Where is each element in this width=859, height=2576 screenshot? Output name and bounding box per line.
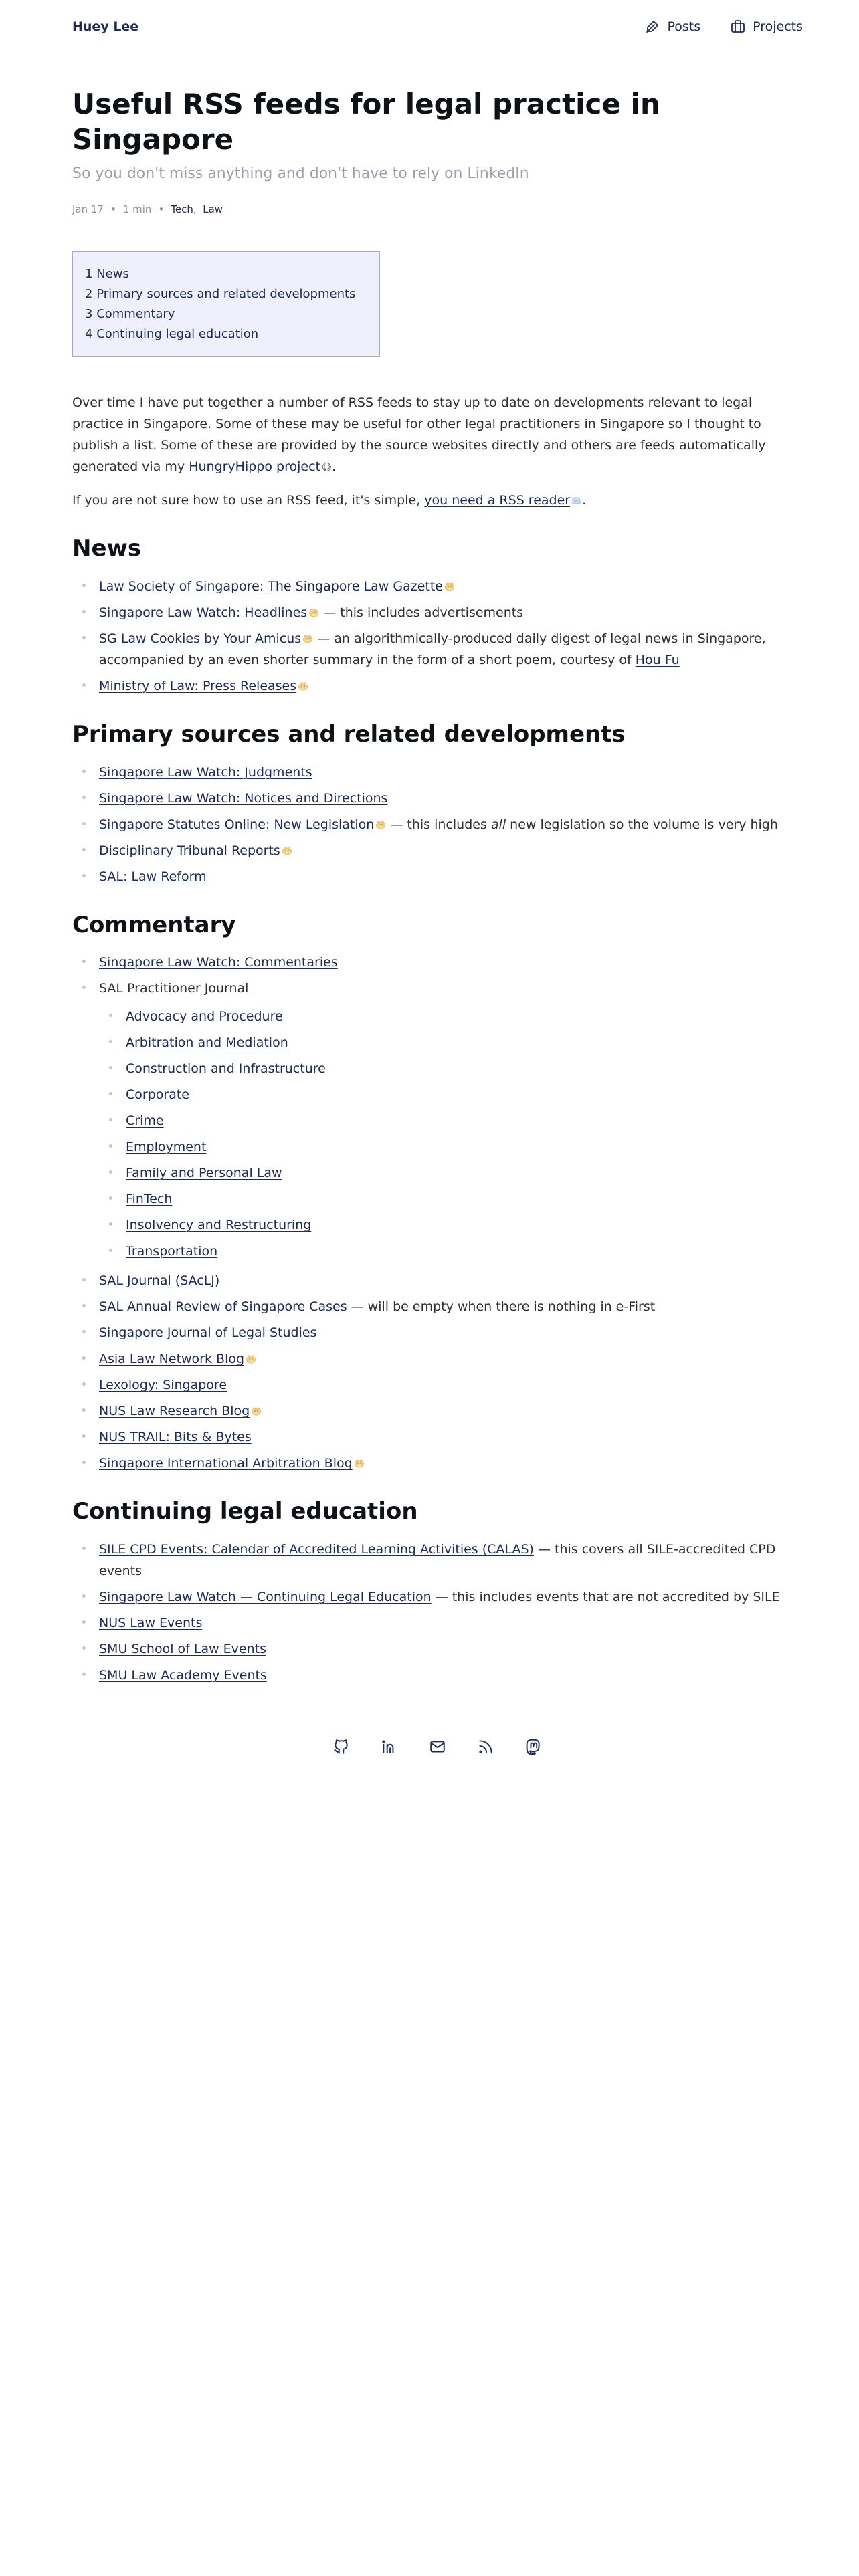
list-item: [72, 814, 803, 835]
site-brand[interactable]: Huey Lee: [72, 19, 139, 34]
sub-list-item: [99, 1032, 803, 1053]
hippo-icon: [308, 607, 319, 618]
feed-link[interactable]: Singapore Journal of Legal Studies: [99, 1325, 317, 1341]
site-header: [72, 0, 803, 53]
list-item: [72, 1539, 803, 1582]
hippo-icon: [302, 633, 313, 644]
reader-icon: [571, 495, 582, 506]
feed-link[interactable]: Singapore Statutes Online: New Legislation: [99, 817, 375, 832]
feed-link[interactable]: Singapore Law Watch: Headlines: [99, 605, 308, 620]
intro-text: Over time I have put together a number of RSS feeds to stay up to date on developments relevant to legal practice in Singapore. Some of these may be useful for other legal practitioners in Singapore so I thought to publish a list. Some of these are provided by the source websites directly and others are feeds automatically generated via my: [72, 395, 766, 474]
feed-link[interactable]: Arbitration and Mediation: [126, 1035, 288, 1051]
feed-note: — this covers all SILE-accredited CPD events: [99, 1542, 776, 1579]
nav-posts[interactable]: [644, 19, 700, 35]
sub-list-item: [99, 1006, 803, 1027]
feed-link[interactable]: Advocacy and Procedure: [126, 1009, 283, 1025]
feed-link[interactable]: Construction and Infrastructure: [126, 1061, 326, 1077]
hippo-icon: [282, 845, 292, 856]
rss-icon: [477, 1738, 494, 1755]
toc-number: 1: [85, 267, 93, 281]
feed-link[interactable]: SAL Journal (SAcLJ): [99, 1273, 220, 1289]
rss-reader-link[interactable]: [424, 493, 582, 508]
hungryhippo-link[interactable]: [189, 459, 332, 474]
hippo-icon: [251, 1406, 262, 1416]
list-item: [72, 1426, 803, 1448]
feed-link[interactable]: SAL Annual Review of Singapore Cases: [99, 1299, 347, 1315]
cle-list: [72, 1539, 803, 1686]
tag-tech[interactable]: Tech: [171, 203, 193, 215]
section-heading-news: News: [72, 535, 142, 562]
list-item: [72, 952, 803, 973]
nav-posts-label: Posts: [667, 19, 701, 34]
mastodon-link[interactable]: [525, 1738, 543, 1758]
feed-note: — this includes events that are not accredited by SILE: [431, 1590, 780, 1605]
feed-link[interactable]: Family and Personal Law: [126, 1166, 282, 1181]
feed-link[interactable]: Disciplinary Tribunal Reports: [99, 843, 280, 858]
section-heading-commentary: Commentary: [72, 911, 236, 938]
feed-link[interactable]: Crime: [126, 1113, 164, 1129]
section-heading-primary: Primary sources and related developments: [72, 720, 626, 748]
feed-note-emphasis: all: [490, 817, 506, 832]
hippo-icon: [246, 1354, 256, 1364]
email-link[interactable]: [429, 1738, 446, 1758]
github-link[interactable]: [332, 1738, 350, 1758]
feed-link[interactable]: Singapore Law Watch: Judgments: [99, 764, 312, 780]
post-meta: [72, 203, 803, 215]
primary-list: [72, 762, 803, 887]
list-item: [72, 788, 803, 809]
read-time: 1 min: [122, 203, 152, 215]
feed-link[interactable]: Ministry of Law: Press Releases: [99, 678, 297, 693]
list-item: [72, 1453, 803, 1474]
github-icon: [332, 1738, 350, 1755]
list-item: [72, 1400, 803, 1422]
feed-link[interactable]: SMU Law Academy Events: [99, 1668, 267, 1683]
list-item: [72, 1665, 803, 1686]
feed-link[interactable]: SAL: Law Reform: [99, 869, 207, 884]
toc-number: 2: [85, 287, 93, 301]
feed-note: — an algorithmically-produced daily digest of legal news in Singapore, accompanied by an even shorter summary in the form of a short poem, courtesy of: [99, 631, 766, 667]
list-item: [72, 866, 803, 887]
nav-projects-label: Projects: [753, 19, 803, 34]
feed-link[interactable]: Employment: [126, 1140, 207, 1155]
quill-icon: [644, 19, 660, 35]
feed-link[interactable]: Singapore Law Watch — Continuing Legal Education: [99, 1590, 432, 1605]
feed-link[interactable]: SMU School of Law Events: [99, 1642, 267, 1657]
sub-list-item: [99, 1214, 803, 1236]
feed-link[interactable]: FinTech: [126, 1192, 173, 1207]
feed-note: — this includes advertisements: [319, 605, 524, 620]
table-of-contents: [72, 251, 380, 357]
feed-note: — this includes: [386, 817, 491, 832]
list-item: [72, 840, 803, 861]
tag-comma: ,: [193, 203, 203, 215]
page-title: Useful RSS feeds for legal practice in Singapore: [72, 88, 660, 156]
list-item: [72, 1374, 803, 1396]
post-content: [72, 392, 803, 1686]
rss-reader-paragraph: [72, 490, 803, 511]
feed-link[interactable]: NUS Law Research Blog: [99, 1404, 250, 1419]
sub-list-item: [99, 1136, 803, 1158]
author-link[interactable]: Hou Fu: [635, 652, 680, 667]
list-item: [72, 1612, 803, 1634]
meta-separator: •: [110, 203, 116, 215]
hippo-icon: [354, 1458, 365, 1469]
meta-separator: •: [158, 203, 165, 215]
hippo-icon: [298, 681, 308, 691]
sal-pj-sublist: [99, 1006, 803, 1262]
list-item: [72, 1296, 803, 1317]
feed-link[interactable]: Corporate: [126, 1087, 189, 1103]
feed-note: — will be empty when there is nothing in e-First: [347, 1299, 656, 1315]
nav-projects[interactable]: [730, 19, 803, 35]
list-item: [72, 602, 803, 623]
toc-link[interactable]: News: [96, 267, 129, 281]
rss-reader-text: If you are not sure how to use an RSS feed, it's simple,: [72, 493, 425, 508]
linkedin-icon: [381, 1738, 398, 1755]
feed-link[interactable]: Law Society of Singapore: The Singapore Law Gazette: [99, 578, 443, 594]
intro-paragraph: [72, 392, 803, 477]
list-item: [72, 1348, 803, 1370]
news-list: [72, 576, 803, 697]
intro-period: .: [331, 459, 337, 474]
rss-reader-link-label: you need a RSS reader: [424, 493, 571, 508]
page-subtitle: So you don't miss anything and don't have to rely on LinkedIn: [72, 165, 529, 182]
toc-number: 3: [85, 307, 93, 321]
mastodon-icon: [525, 1738, 543, 1755]
list-item: [72, 762, 803, 783]
sub-list-item: [99, 1110, 803, 1132]
feed-link[interactable]: Singapore Law Watch: Notices and Directions: [99, 790, 388, 806]
tag-law[interactable]: Law: [203, 203, 223, 215]
main-nav: [644, 19, 803, 35]
github-icon: [322, 462, 332, 472]
toc-link[interactable]: Commentary: [96, 307, 175, 321]
briefcase-icon: [730, 19, 746, 35]
sub-list-item: [99, 1084, 803, 1105]
list-item: [72, 1638, 803, 1660]
sub-list-item: [99, 1058, 803, 1079]
toc-number: 4: [85, 327, 93, 341]
tag-list: [171, 203, 223, 215]
toc-link[interactable]: Primary sources and related developments: [96, 287, 356, 301]
toc-item[interactable]: [85, 324, 367, 344]
list-item: [72, 576, 803, 597]
sub-list-item: [99, 1241, 803, 1262]
feed-link[interactable]: NUS TRAIL: Bits & Bytes: [99, 1430, 252, 1445]
feed-link[interactable]: Lexology: Singapore: [99, 1378, 227, 1393]
section-heading-cle: Continuing legal education: [72, 1498, 418, 1525]
toc-item[interactable]: [85, 304, 367, 324]
feed-link[interactable]: Insolvency and Restructuring: [126, 1218, 312, 1233]
sub-list-item: [99, 1162, 803, 1184]
feed-link[interactable]: SILE CPD Events: Calendar of Accredited Learning Activities (CALAS): [99, 1542, 534, 1558]
hippo-icon: [444, 581, 455, 592]
list-item: [72, 978, 803, 1262]
post-date: Jan 17: [72, 203, 104, 215]
hippo-icon: [375, 819, 386, 830]
linkedin-link[interactable]: [381, 1738, 398, 1758]
feed-link[interactable]: Asia Law Network Blog: [99, 1352, 245, 1367]
feed-link[interactable]: Singapore Law Watch: Commentaries: [99, 955, 338, 970]
sub-list-item: [99, 1188, 803, 1210]
toc-item[interactable]: [85, 264, 367, 284]
feed-link[interactable]: Transportation: [126, 1244, 218, 1259]
list-item: [72, 628, 803, 671]
list-item: [72, 1586, 803, 1608]
email-icon: [429, 1738, 446, 1755]
sal-pj-label: SAL Practitioner Journal: [99, 981, 249, 996]
rss-reader-period: .: [582, 493, 587, 508]
rss-link[interactable]: [477, 1738, 494, 1758]
feed-link[interactable]: SG Law Cookies by Your Amicus: [99, 631, 302, 646]
feed-note: new legislation so the volume is very high: [506, 817, 778, 832]
feed-link[interactable]: Singapore International Arbitration Blog: [99, 1456, 353, 1471]
list-item: [72, 1322, 803, 1344]
social-footer: [72, 1738, 803, 1758]
list-item: [72, 675, 803, 697]
list-item: [72, 1270, 803, 1291]
feed-link[interactable]: NUS Law Events: [99, 1616, 203, 1631]
hungryhippo-link-label: HungryHippo project: [189, 459, 320, 474]
commentary-list: [72, 952, 803, 1474]
toc-link[interactable]: Continuing legal education: [96, 327, 259, 341]
toc-item[interactable]: [85, 284, 367, 304]
